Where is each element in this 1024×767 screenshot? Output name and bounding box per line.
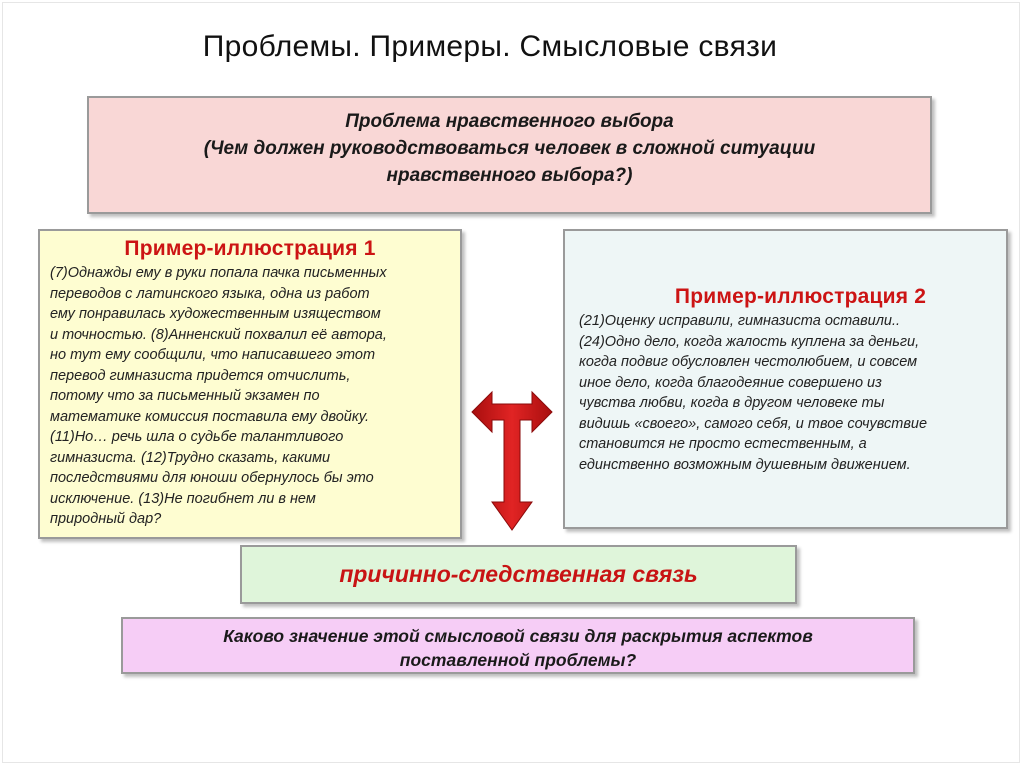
text-line: (7)Однажды ему в руки попала пачка письменных <box>50 265 387 281</box>
text-line: гимназиста. (12)Трудно сказать, какими <box>50 449 331 466</box>
text-line: переводов с латинского языка, одна из работ <box>50 285 370 302</box>
text-line: чувства любви, когда в другом человеке ты <box>579 395 885 411</box>
text-line: видишь «своего», самого себя, и твое сочувствие <box>579 415 928 432</box>
text-line: (24)Одно дело, когда жалость куплена за деньги, <box>579 333 920 350</box>
text-line: (11)Но… речь шла о судьбе талантливого <box>50 429 344 445</box>
example-box-2 <box>563 229 1008 529</box>
problem-box <box>87 96 932 214</box>
triple-arrow-icon <box>470 390 554 532</box>
example-text-2 <box>579 311 992 475</box>
example-box-1 <box>38 229 462 539</box>
question-box <box>121 617 915 674</box>
text-line: математике комиссия поставила ему двойку. <box>50 408 370 425</box>
slide-title: Проблемы. Примеры. Смысловые связи <box>202 30 778 63</box>
example-title-2: Пример-иллюстрация 2 <box>674 285 927 308</box>
problem-line: (Чем должен руководствоваться человек в сложной ситуации <box>203 138 816 159</box>
problem-line: нравственного выбора?) <box>386 165 633 186</box>
text-line: становится не просто естественным, а <box>579 436 867 452</box>
text-line: но тут ему сообщили, что написавшего этот <box>50 347 376 363</box>
text-line: когда подвиг обусловлен честолюбием, и совсем <box>579 354 918 370</box>
text-line: и точностью. (8)Анненский похвалил её автора, <box>50 326 387 343</box>
text-line: природный дар? <box>50 511 162 527</box>
example-title-1: Пример-иллюстрация 1 <box>124 237 376 260</box>
relation-box: причинно-следственная связь <box>240 545 797 604</box>
text-line: иное дело, когда благодеяние совершено из <box>579 374 882 391</box>
text-line: ему понравилась художественным изяществом <box>50 306 381 322</box>
text-line: потому что за письменный экзамен по <box>50 388 320 404</box>
question-line: Каково значение этой смысловой связи для раскрытия аспектов <box>223 626 813 646</box>
text-line: (21)Оценку исправили, гимназиста оставили.. <box>579 313 901 329</box>
text-line: исключение. (13)Не погибнет ли в нем <box>50 490 316 507</box>
problem-line: Проблема нравственного выбора <box>345 111 674 132</box>
question-line: поставленной проблемы? <box>399 650 637 670</box>
example-text-1 <box>50 263 450 530</box>
text-line: последствиями для юноши обернулось бы это <box>50 470 374 486</box>
text-line: перевод гимназиста придется отчислить, <box>50 367 351 384</box>
text-line: единственно возможным душевным движением. <box>579 456 911 473</box>
